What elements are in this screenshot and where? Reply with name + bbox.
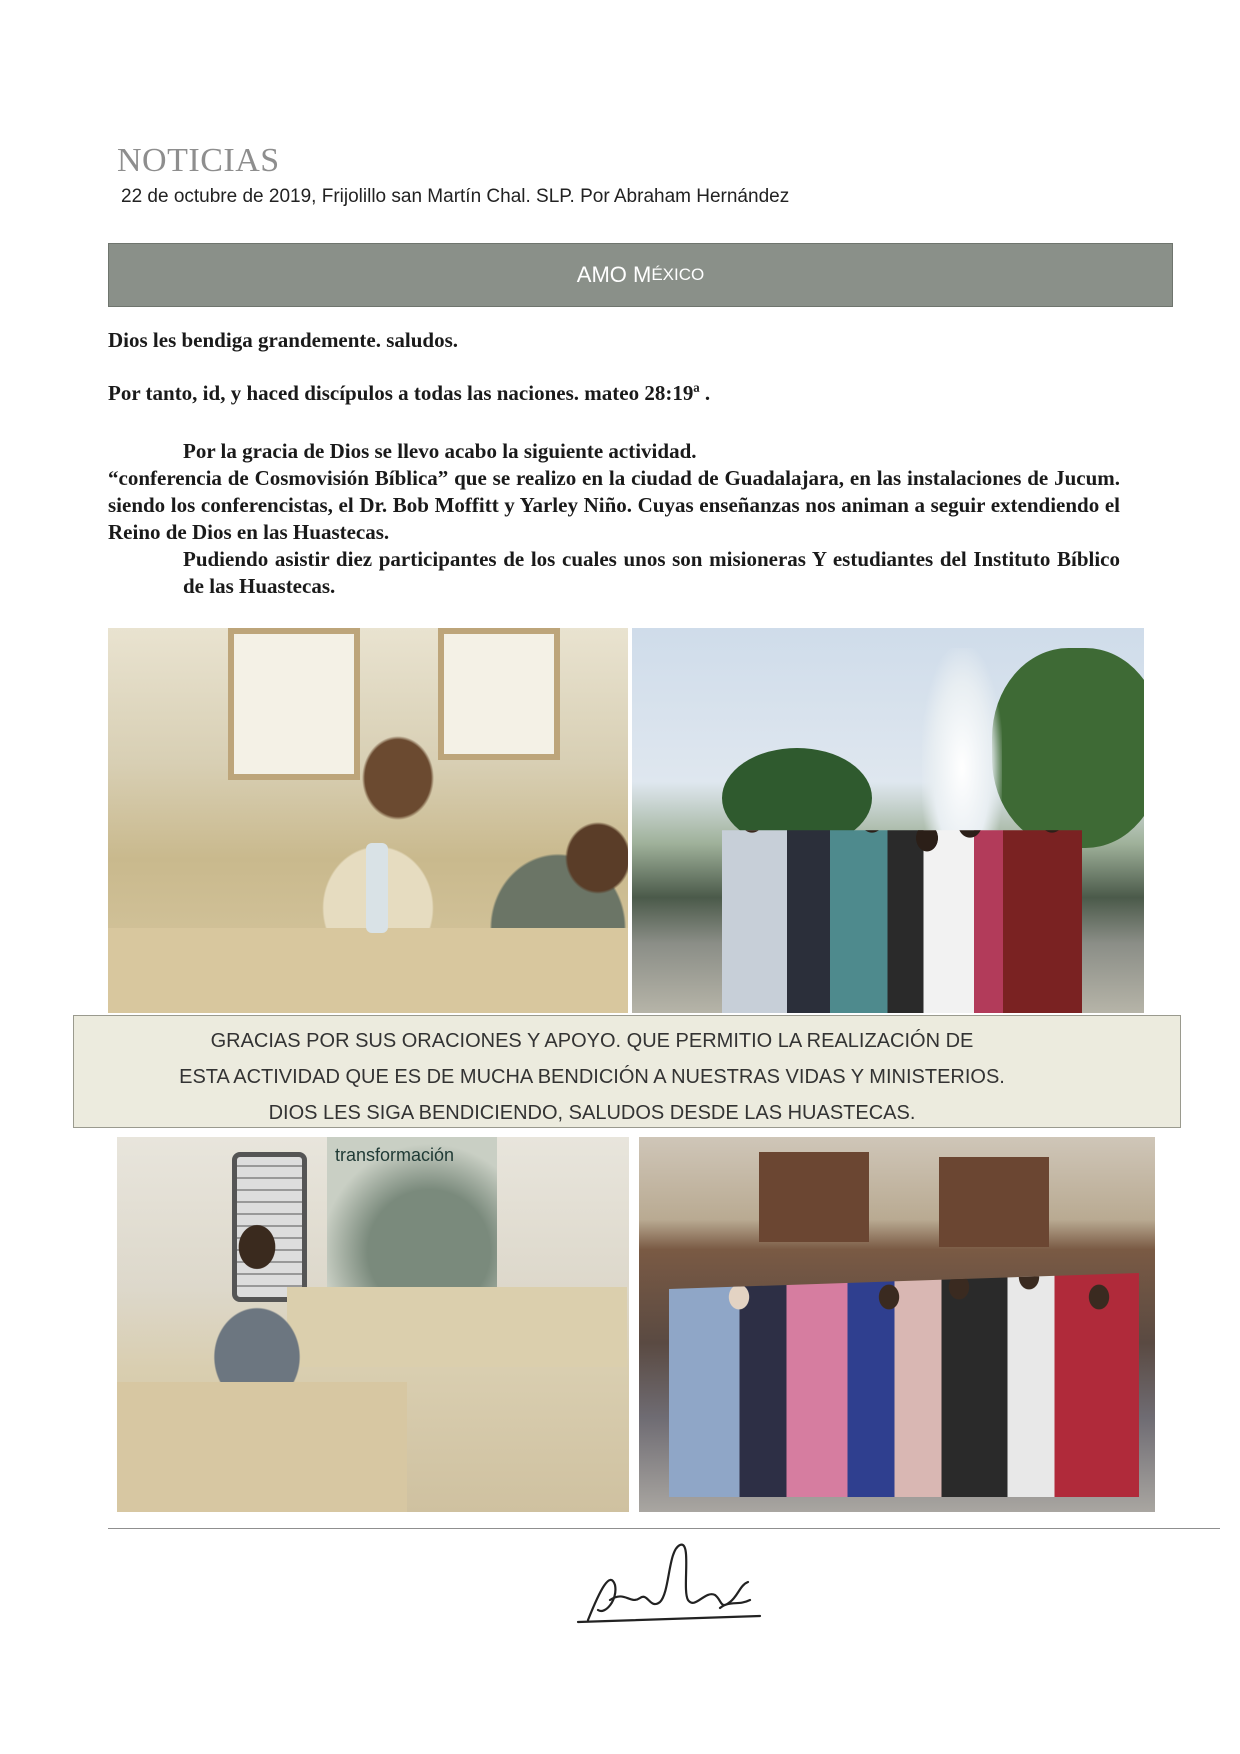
section-banner (108, 243, 1173, 307)
photo-workshop (117, 1137, 629, 1512)
photo-table (117, 1382, 407, 1512)
photo-classroom (108, 628, 628, 1013)
poster-text: transformación (335, 1145, 455, 1165)
photo-group (639, 1137, 1155, 1512)
photo-water-bottle (366, 843, 388, 933)
article-paragraph: “conferencia de Cosmovisión Bíblica” que se realizo en la ciudad de Guadalajara, en las instalaciones de Jucum. siendo los conferencistas, el Dr. Bob Moffitt y Yarley Niño. Cuyas enseñanzas nos animan a seguir extendiendo el Reino de Dios en las Huastecas. (108, 466, 1120, 544)
photo-people (722, 798, 1082, 1013)
photo-table (287, 1287, 627, 1367)
photo-crowd (669, 1177, 1139, 1497)
article-paragraph: Pudiendo asistir diez participantes de los cuales unos son misioneras Y estudiantes del Instituto Bíblico de las Huastecas. (183, 547, 1120, 598)
page-title: NOTICIAS (117, 142, 280, 179)
photo-window (438, 628, 560, 760)
thanks-line: GRACIAS POR SUS ORACIONES Y APOYO. QUE PERMITIO LA REALIZACIÓN DE (210, 1030, 974, 1052)
signature (570, 1530, 770, 1635)
photo-fountain-group (632, 628, 1144, 1013)
bible-verse: Por tanto, id, y haced discípulos a todas las naciones. mateo 28:19ª . (108, 381, 711, 405)
divider (108, 1528, 1220, 1529)
photo-tree (992, 648, 1144, 848)
thanks-line: DIOS LES SIGA BENDICIENDO, SALUDOS DESDE LAS HUASTECAS. (268, 1102, 916, 1124)
article-paragraph: Por la gracia de Dios se llevo acabo la siguiente actividad. (183, 439, 697, 463)
photo-table (108, 928, 628, 1013)
thanks-line: ESTA ACTIVIDAD QUE ES DE MUCHA BENDICIÓN A NUESTRAS VIDAS Y MINISTERIOS. (179, 1066, 1005, 1088)
thanks-box (73, 1015, 1181, 1128)
photo-door (759, 1152, 869, 1242)
greeting: Dios les bendiga grandemente. saludos. (108, 328, 459, 352)
photo-person (187, 1207, 327, 1387)
banner-label-main: AMO M (576, 262, 652, 287)
photo-door (939, 1157, 1049, 1247)
banner-label-small: ÉXICO (651, 265, 705, 284)
byline: 22 de octubre de 2019, Frijolillo san Martín Chal. SLP. Por Abraham Hernández (121, 186, 790, 207)
article-body (108, 438, 1120, 600)
photo-window (228, 628, 360, 780)
